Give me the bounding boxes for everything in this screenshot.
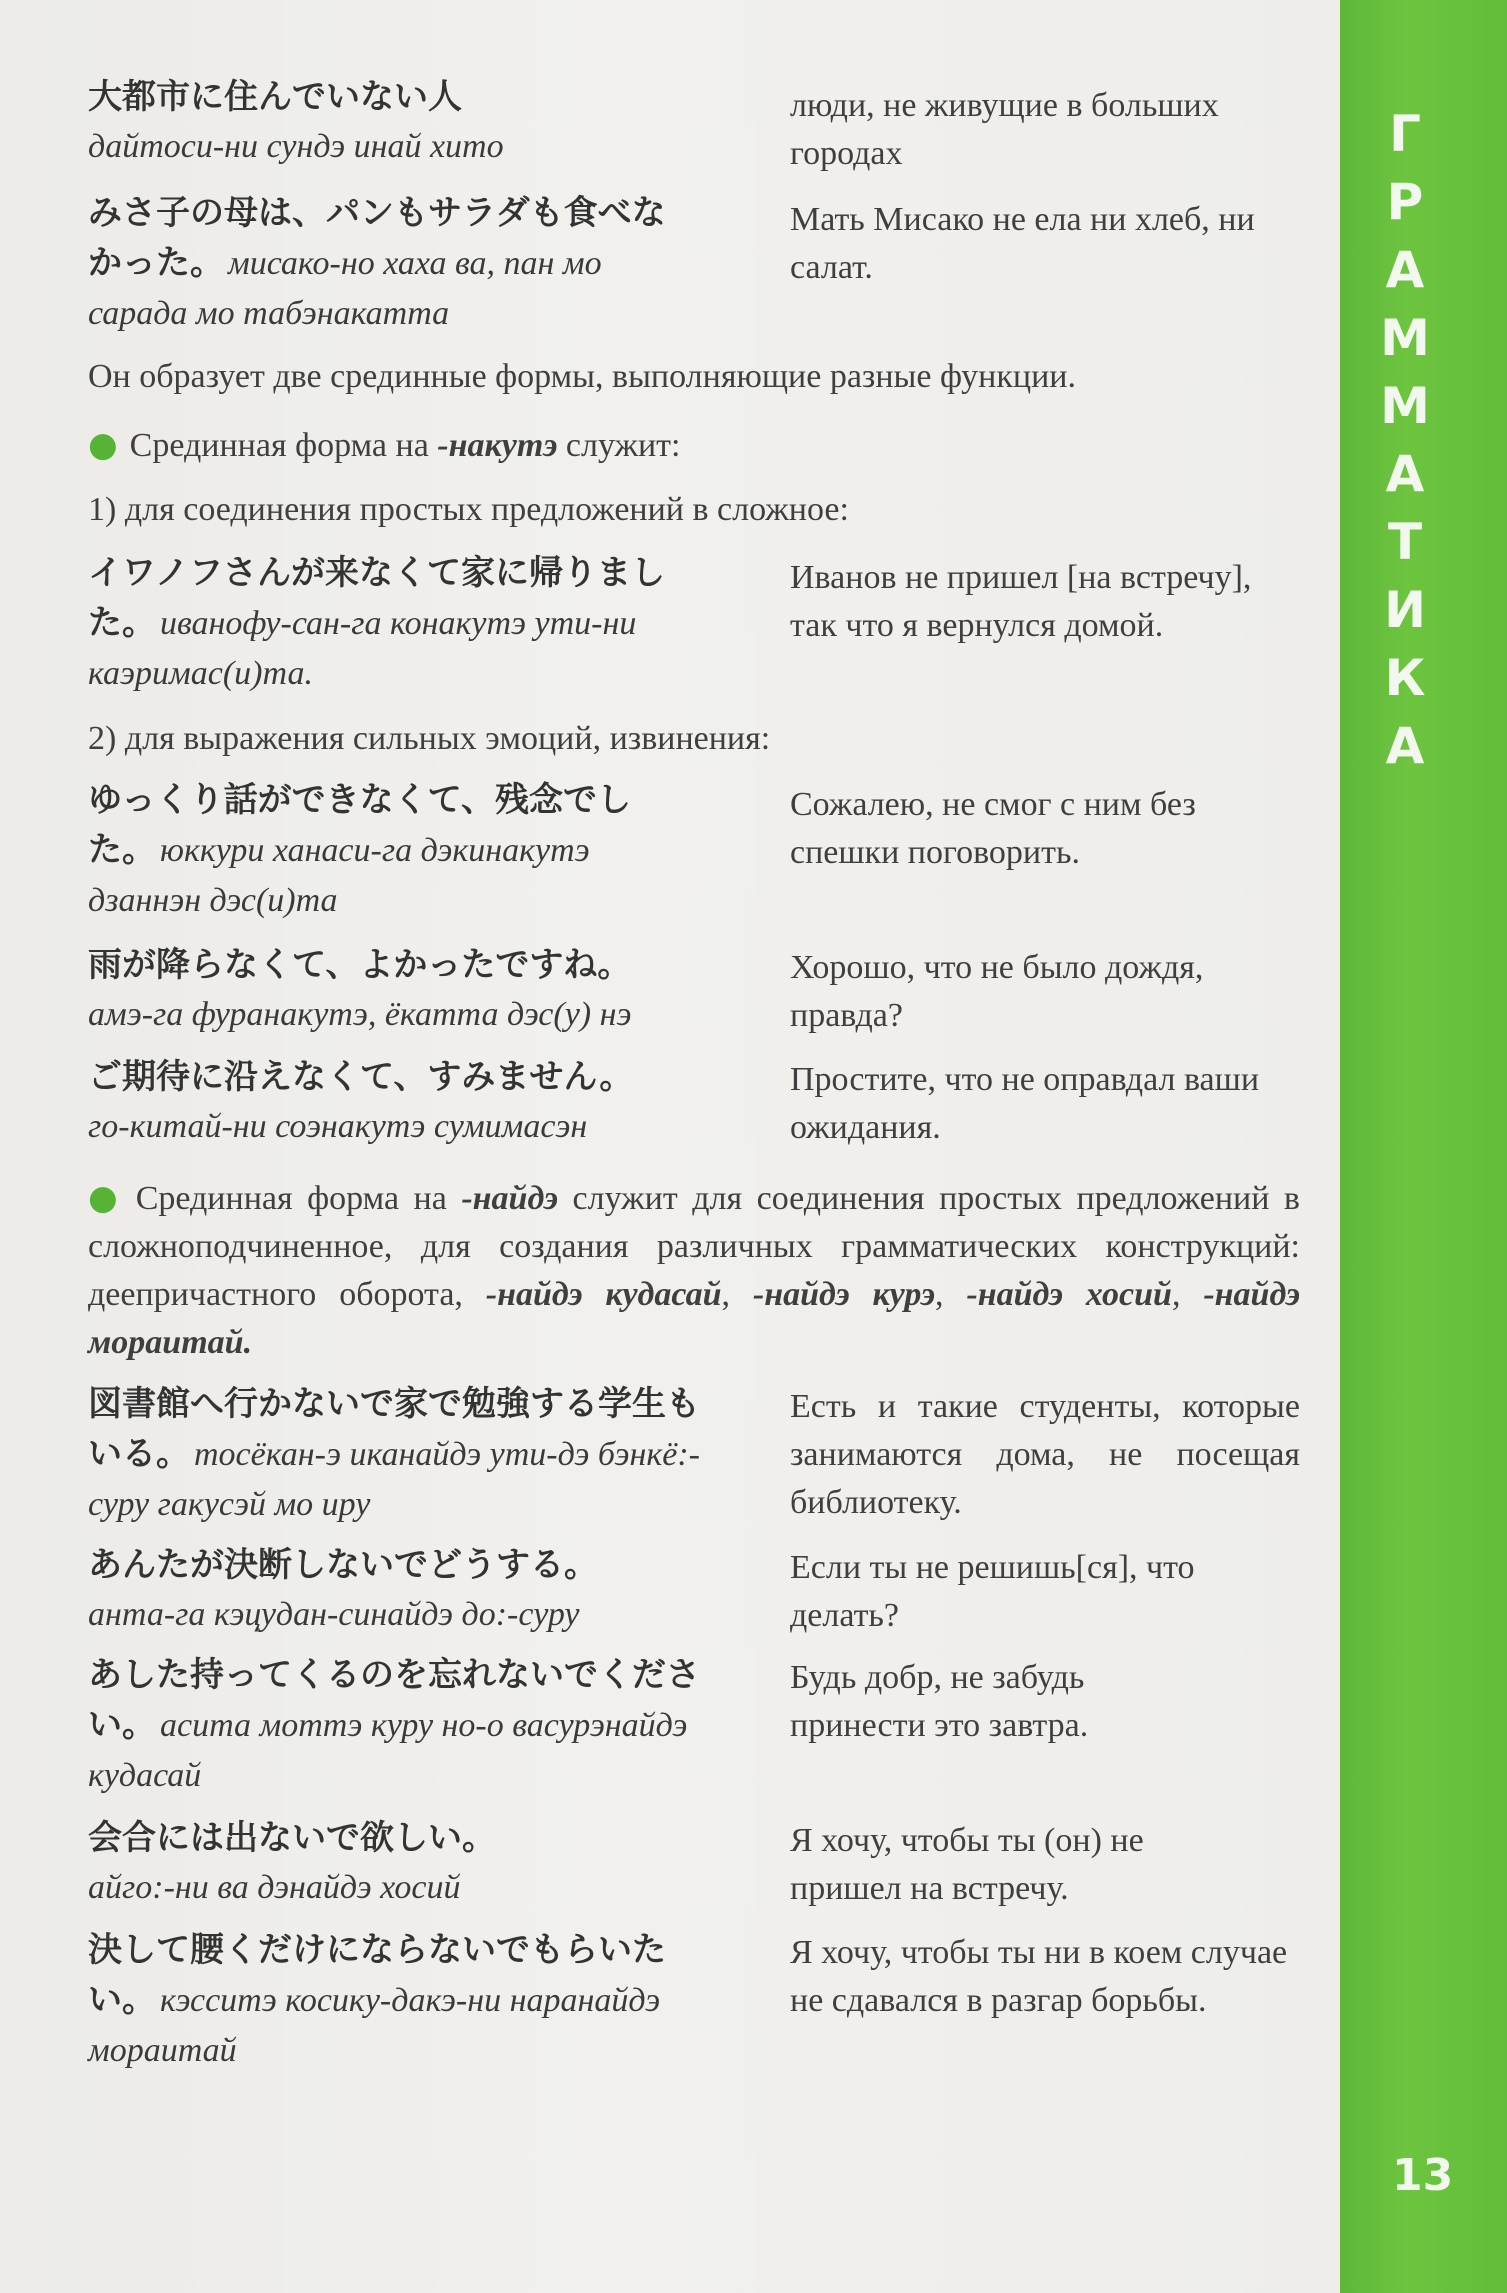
section-letter: Г bbox=[1389, 105, 1421, 163]
example-transcription: го-китай-ни соэнакутэ сумимасэн bbox=[88, 1108, 588, 1145]
construction-form: -найдэ хосий bbox=[966, 1276, 1172, 1313]
example-translation: Будь добр, не забудь принести это завтра. bbox=[790, 1659, 1089, 1744]
example-row bbox=[88, 940, 1300, 1040]
example-row bbox=[88, 1052, 1300, 1152]
example-row bbox=[88, 775, 1300, 926]
construction-form: -найдэ мораитай bbox=[88, 1276, 1300, 1361]
example-transcription: амэ-га фуранакутэ, ёкатта дэс(у) нэ bbox=[88, 996, 632, 1033]
example-translation: Сожалею, не смог с ним без спешки поговорить. bbox=[790, 786, 1196, 871]
example-transcription: айго:-ни ва дэнайдэ хосий bbox=[88, 1869, 461, 1906]
example-japanese: みさ子の母は、パンもサラダも食べなかった。 bbox=[88, 193, 666, 283]
bullet-text: Срединная форма на bbox=[135, 1180, 462, 1217]
section-letter: А bbox=[1385, 717, 1425, 775]
example-japanese: イワノフさんが来なくて家に帰りました。 bbox=[88, 553, 665, 643]
bullet-paragraph bbox=[88, 421, 1300, 470]
example-japanese: 図書館へ行かないで家で勉強する学生もいる。 bbox=[88, 1384, 700, 1474]
example-transcription: юккури ханаси-га дэкинакутэ дзаннэн дэс(и)та bbox=[88, 832, 590, 919]
example-transcription: тосёкан-э иканайдэ ути-дэ бэнкё:-суру гакусэй мо иру bbox=[88, 1436, 700, 1523]
bullet-text: служит: bbox=[557, 427, 681, 464]
page-content bbox=[88, 72, 1300, 2076]
page-number: 13 bbox=[1392, 2150, 1454, 2201]
separator: , bbox=[1171, 1276, 1204, 1313]
bullet-icon: ● bbox=[88, 425, 118, 465]
example-japanese: あんたが決断しないでどうする。 bbox=[88, 1545, 598, 1585]
example-row bbox=[88, 1379, 1300, 1530]
example-japanese: 決して腰くだけにならないでもらいたい。 bbox=[88, 1930, 666, 2020]
sentence-end: . bbox=[243, 1324, 253, 1361]
example-row bbox=[88, 548, 1300, 699]
example-translation: Иванов не пришел [на встречу], так что я вернулся домой. bbox=[790, 559, 1252, 644]
section-letter: И bbox=[1384, 581, 1426, 639]
paragraph: Он образует две срединные формы, выполняющие разные функции. bbox=[88, 358, 1076, 395]
bullet-paragraph bbox=[88, 1174, 1300, 1367]
example-transcription: кэсситэ косику-дакэ-ни наранайдэ мораитай bbox=[88, 1982, 661, 2069]
example-translation: Я хочу, чтобы ты ни в коем случае не сдавался в разгар борьбы. bbox=[790, 1934, 1288, 2019]
example-row bbox=[88, 1650, 1300, 1801]
example-translation: Мать Мисако не ела ни хлеб, ни салат. bbox=[790, 201, 1255, 286]
example-translation: люди, не живущие в больших городах bbox=[790, 87, 1219, 172]
section-letter: Р bbox=[1386, 173, 1424, 231]
section-letter: М bbox=[1380, 309, 1430, 367]
example-translation: Я хочу, чтобы ты (он) не пришел на встречу. bbox=[790, 1822, 1144, 1907]
bullet-term: -найдэ bbox=[461, 1180, 558, 1217]
separator: , bbox=[721, 1276, 753, 1313]
example-translation: Есть и такие студенты, которые занимаются дома, не посещая библиотеку. bbox=[790, 1388, 1300, 1521]
section-tab bbox=[1340, 0, 1507, 2293]
example-japanese: 大都市に住んでいない人 bbox=[88, 77, 462, 117]
section-letter: К bbox=[1384, 649, 1426, 707]
example-row bbox=[88, 72, 1300, 178]
example-translation: Если ты не решишь[ся], что делать? bbox=[790, 1549, 1195, 1634]
example-transcription: дайтоси-ни сундэ инай хито bbox=[88, 128, 504, 165]
example-translation: Простите, что не оправдал ваши ожидания. bbox=[790, 1061, 1260, 1146]
bullet-icon: ● bbox=[88, 1178, 124, 1218]
example-transcription: асита моттэ куру но-о васурэнайдэ кудасай bbox=[88, 1707, 688, 1794]
example-row bbox=[88, 1925, 1300, 2076]
example-transcription: иванофу-сан-га конакутэ ути-ни каэримас(и)та. bbox=[88, 605, 637, 692]
section-letter: А bbox=[1385, 241, 1425, 299]
example-japanese: ゆっくり話ができなくて、残念でした。 bbox=[88, 780, 631, 870]
construction-form: -найдэ кудасай bbox=[485, 1276, 722, 1313]
example-row bbox=[88, 1540, 1300, 1640]
example-japanese: 雨が降らなくて、よかったですね。 bbox=[88, 945, 632, 985]
section-letter: А bbox=[1385, 445, 1425, 503]
example-transcription: анта-га кэцудан-синайдэ до:-суру bbox=[88, 1596, 580, 1633]
numbered-point: 1) для соединения простых предложений в сложное: bbox=[88, 491, 849, 528]
example-japanese: あした持ってくるのを忘れないでください。 bbox=[88, 1655, 700, 1745]
example-japanese: 会合には出ないで欲しい。 bbox=[88, 1818, 496, 1858]
example-transcription: мисако-но хаха ва, пан мо сарада мо табэнакатта bbox=[88, 245, 602, 332]
bullet-text: служит для соединения простых предложений в сложноподчиненное, для создания различных грамматических конструкций: деепричастного оборота, bbox=[88, 1180, 1300, 1313]
example-japanese: ご期待に沿えなくて、すみません。 bbox=[88, 1057, 634, 1097]
example-row bbox=[88, 1813, 1300, 1913]
bullet-term: -накутэ bbox=[437, 427, 558, 464]
example-translation: Хорошо, что не было дождя, правда? bbox=[790, 949, 1204, 1034]
construction-form: -найдэ курэ bbox=[752, 1276, 935, 1313]
section-letter: М bbox=[1380, 377, 1430, 435]
example-row bbox=[88, 188, 1300, 339]
bullet-text: Срединная форма на bbox=[129, 427, 438, 464]
section-letter: Т bbox=[1387, 513, 1423, 571]
numbered-point: 2) для выражения сильных эмоций, извинения: bbox=[88, 720, 771, 757]
separator: , bbox=[934, 1276, 967, 1313]
section-title-vertical bbox=[1340, 100, 1470, 780]
